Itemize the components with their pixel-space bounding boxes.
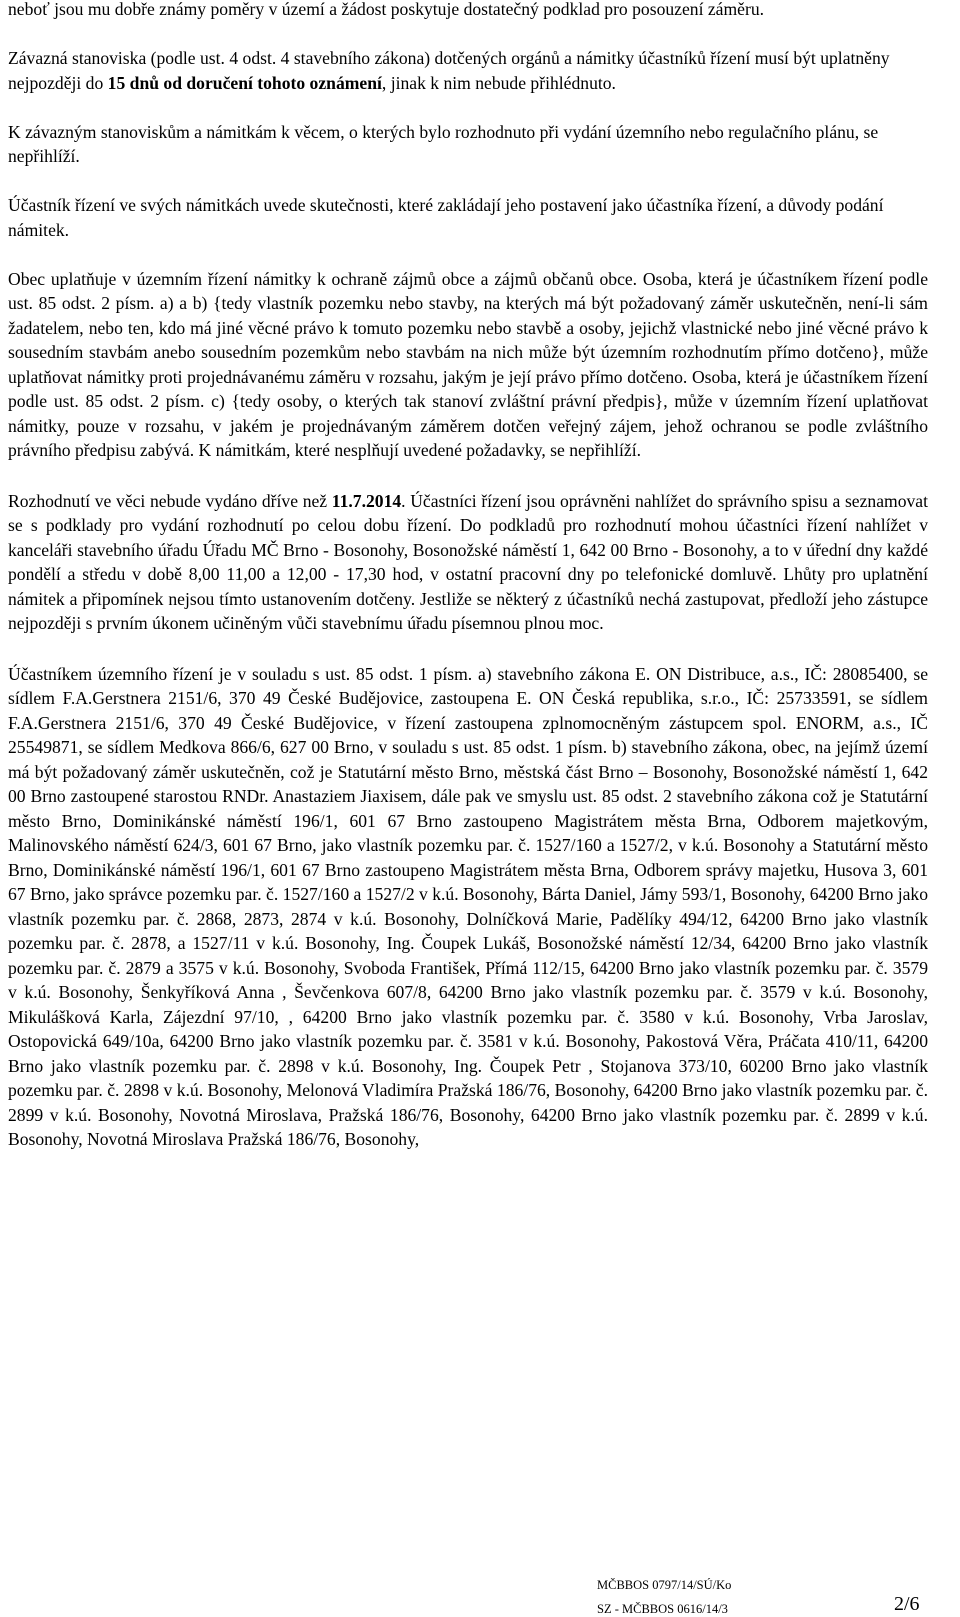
paragraph-municipality-objections: [8, 267, 928, 463]
text-run: Závazná stanoviska (podle ust. 4 odst. 4 stavebního zákona) dotčených orgánů a námitky účastníků řízení musí být uplatněny nejpozději do: [8, 48, 890, 93]
document-reference: SZ - MČBBOS 0616/14/3: [597, 1602, 728, 1616]
file-reference: MČBBOS 0797/14/SÚ/Ko: [597, 1578, 732, 1592]
text-run: K závazným stanoviskům a námitkám k věcem, o kterých bylo rozhodnuto při vydání územního nebo regulačního plánu, se nepřihlíží.: [8, 121, 879, 166]
text-run: . Účastníci řízení jsou oprávněni nahlížet do správního spisu a seznamovat se s podklady pro vydání rozhodnutí po celou dobu řízení. Do podkladů pro rozhodnutí mohou účastníci řízení nahlížet v kanceláři stavebního úřadu Úřadu MČ Brno - Bosonohy, Bosonožské náměstí 1, 642 00 Brno - Bosonohy, a to v úřední dny každé pondělí a středu v době 8,00 11,00 a 12,00 - 17,30 hod, v ostatní pracovní dny po telefonické domluvě. Lhůty pro uplatnění námitek a připomínek nejsou tímto ustanovením dotčeny. Jestliže se některý z účastníků nechá zastupovat, předloží jeho zástupce nejpozději s prvním úkonem učiněným vůči stavebnímu úřadu písemnou plnou moc.: [8, 490, 928, 633]
emphasized-text: 11.7.2014: [331, 490, 402, 511]
paragraph-plan-objections: [8, 120, 928, 169]
emphasized-text: 15 dnů od doručení tohoto oznámení: [107, 72, 382, 93]
text-run: Rozhodnutí ve věci nebude vydáno dříve než: [8, 490, 332, 511]
paragraph-decision-date: [8, 489, 928, 636]
paragraph-participant-objections: [8, 193, 928, 242]
document-body: [8, 0, 928, 1152]
page-number: 2/6: [894, 1593, 920, 1615]
text-run: neboť jsou mu dobře známy poměry v území a žádost poskytuje dostatečný podklad pro posouzení záměru.: [8, 0, 765, 19]
paragraph-deadline: [8, 46, 928, 95]
text-run: Obec uplatňuje v územním řízení námitky k ochraně zájmů obce a zájmů občanů obce. Osoba, která je účastníkem řízení podle ust. 85 odst. 2 písm. a) a b) {tedy vlastník pozemku nebo stavby, na kterých má být požadovaný záměr uskutečněn, není-li sám žadatelem, nebo ten, kdo má jiné věcné právo k tomuto pozemku nebo stavbě a osoby, jejichž vlastnické nebo jiné věcné právo k sousedním stavbám anebo sousedním pozemkům nebo stavbám na nich může být územním rozhodnutím přímo dotčeno}, může uplatňovat námitky proti projednávanému záměru v rozsahu, jakým je její právo přímo dotčeno. Osoba, která je účastníkem řízení podle ust. 85 odst. 2 písm. c) {tedy osoby, o kterých tak stanoví zvláštní právní předpis}, může v územním řízení uplatňovat námitky, pouze v rozsahu, v jakém je projednávaným záměrem dotčen veřejný zájem, jehož ochranou se podle zvláštního právního předpisu zabývá. K námitkám, které nesplňují uvedené požadavky, se nepřihlíží.: [8, 268, 928, 460]
text-run: , jinak k nim nebude přihlédnuto.: [381, 72, 616, 93]
text-run: Účastník řízení ve svých námitkách uvede skutečnosti, které zakládají jeho postavení jako účastníka řízení, a důvody podání námitek.: [8, 195, 884, 240]
paragraph-participants-list: [8, 662, 928, 1152]
text-run: Účastníkem územního řízení je v souladu s ust. 85 odst. 1 písm. a) stavebního zákona E. ON Distribuce, a.s., IČ: 28085400, se sídlem F.A.Gerstnera 2151/6, 370 49 České Budějovice, zastoupena E. ON Česká republika, s.r.o., IČ: 25733591, se sídlem F.A.Gerstnera 2151/6, 370 49 České Budějovice, v řízení zastoupena zplnomocněným zástupcem spol. ENORM, a.s., IČ 25549871, se sídlem Medkova 866/6, 627 00 Brno, v souladu s ust. 85 odst. 1 písm. b) stavebního zákona, obec, na jejímž území má být požadovaný záměr uskutečněn, což je Statutární město Brno, městská část Brno – Bosonohy, Bosonožské náměstí 1, 642 00 Brno zastoupené starostou RNDr. Anastaziem Jiaxisem, dále pak ve smyslu ust. 85 odst. 2 stavebního zákona což je Statutární město Brno, Dominikánské náměstí 196/1, 601 67 Brno zastoupeno Magistrátem města Brna, Odborem majetkovým, Malinovského náměstí 624/3, 601 67 Brno, jako vlastník pozemku par. č. 1527/160 a 1527/2, v k.ú. Bosonohy a Statutární město Brno, Dominikánské náměstí 196/1, 601 67 Brno zastoupeno Magistrátem města Brna, Odborem správy majetku, Husova 3, 601 67 Brno, jako správce pozemku par. č. 1527/160 a 1527/2 v k.ú. Bosonohy, Bárta Daniel, Jámy 593/1, Bosonohy, 64200 Brno jako vlastník pozemku par. č. 2868, 2873, 2874 v k.ú. Bosonohy, Dolníčková Marie, Padělíky 494/12, 64200 Brno jako vlastník pozemku par. č. 2878, a 1527/11 v k.ú. Bosonohy, Ing. Čoupek Lukáš, Bosonožské náměstí 12/34, 64200 Brno jako vlastník pozemku par. č. 2879 a 3575 v k.ú. Bosonohy, Svoboda František, Přímá 112/15, 64200 Brno jako vlastník pozemku par. č. 3579 v k.ú. Bosonohy, Šenkyříková Anna , Ševčenkova 607/8, 64200 Brno jako vlastník pozemku par. č. 3579 v k.ú. Bosonohy, Mikulášková Karla, Zájezdní 97/10, , 64200 Brno jako vlastník pozemku par. č. 3580 v k.ú. Bosonohy, Vrba Jaroslav, Ostopovická 649/10a, 64200 Brno jako vlastník pozemku par. č. 3581 v k.ú. Bosonohy, Pakostová Věra, Práčata 410/11, 64200 Brno jako vlastník pozemku par. č. 2898 v k.ú. Bosonohy, Ing. Čoupek Petr , Stojanova 373/10, 60200 Brno jako vlastník pozemku par. č. 2898 v k.ú. Bosonohy, Melonová Vladimíra Pražská 186/76, Bosonohy, 64200 Brno jako vlastník pozemku par. č. 2899 v k.ú. Bosonohy, Novotná Miroslava, Pražská 186/76, Bosonohy, 64200 Brno jako vlastník pozemku par. č. 2899 v k.ú. Bosonohy, Novotná Miroslava Pražská 186/76, Bosonohy,: [8, 663, 928, 1149]
paragraph-continuation: [8, 0, 928, 22]
